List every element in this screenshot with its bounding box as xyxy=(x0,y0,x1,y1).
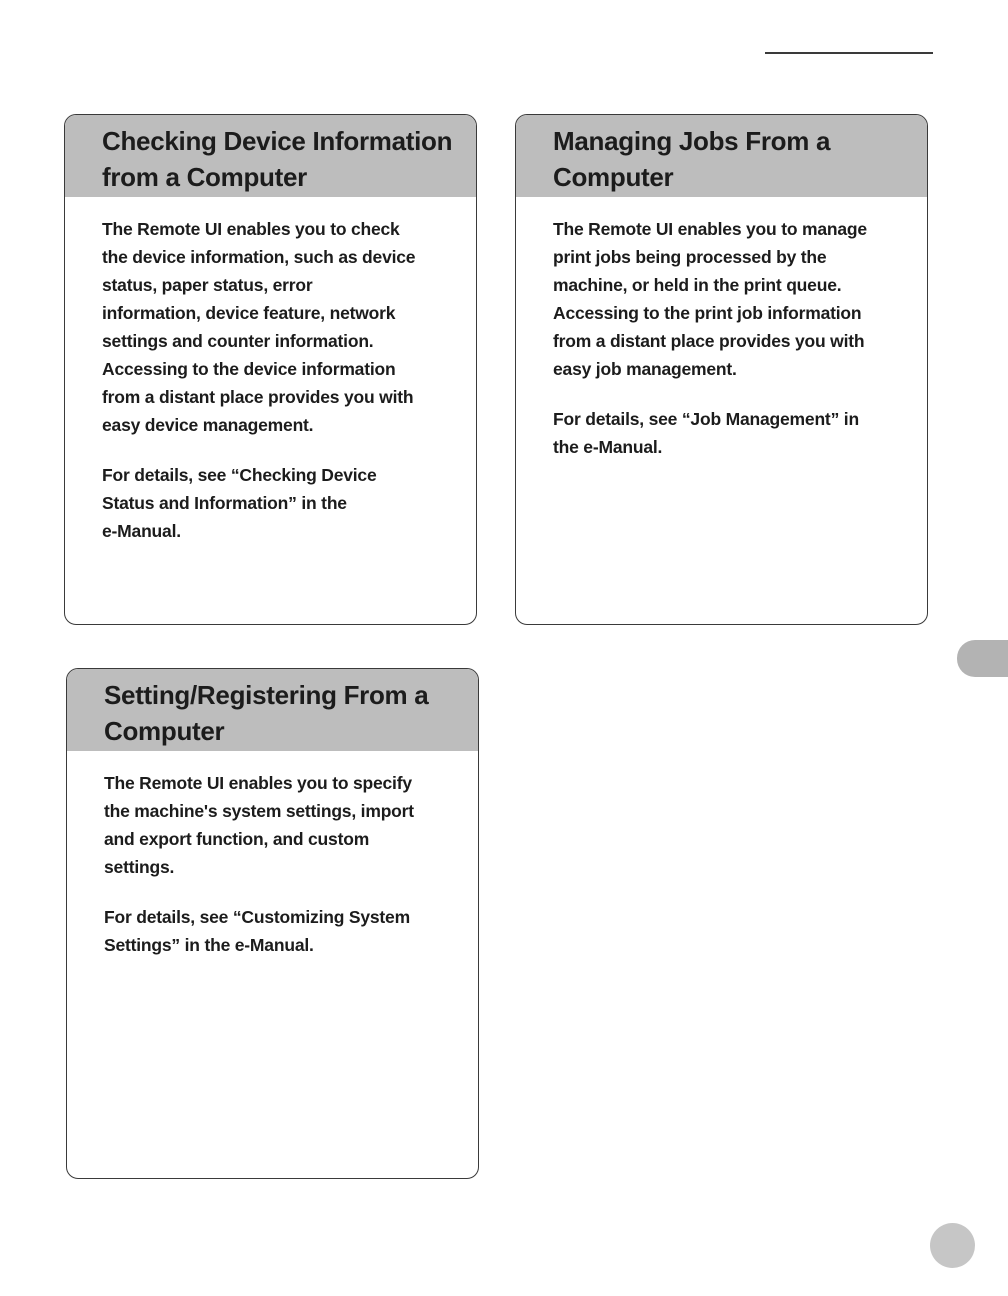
text-line: the device information, such as device xyxy=(102,247,416,267)
card-details-reference xyxy=(104,903,448,959)
text-line: For details, see “Job Management” in xyxy=(553,409,859,429)
text-line: the e-Manual. xyxy=(553,437,663,457)
card-description xyxy=(104,769,448,881)
text-line: information, device feature, network xyxy=(102,303,396,323)
card-body xyxy=(65,197,476,545)
text-line: settings. xyxy=(104,857,175,877)
text-line: The Remote UI enables you to check xyxy=(102,219,400,239)
text-line: and export function, and custom xyxy=(104,829,370,849)
card-description xyxy=(102,215,446,439)
text-line: For details, see “Customizing System xyxy=(104,907,410,927)
card-title-line: Computer xyxy=(553,162,674,192)
text-line: the machine's system settings, import xyxy=(104,801,414,821)
text-line: easy job management. xyxy=(553,359,737,379)
text-line: The Remote UI enables you to specify xyxy=(104,773,412,793)
card-details-reference xyxy=(553,405,897,461)
card-body xyxy=(67,751,478,959)
text-line: status, paper status, error xyxy=(102,275,313,295)
card-title-line: Checking Device Information xyxy=(102,126,453,156)
text-line: For details, see “Checking Device xyxy=(102,465,377,485)
text-line: settings and counter information. xyxy=(102,331,374,351)
text-line: machine, or held in the print queue. xyxy=(553,275,842,295)
card-title-line: Computer xyxy=(104,716,225,746)
card-header xyxy=(65,115,476,197)
text-line: Accessing to the print job information xyxy=(553,303,862,323)
text-line: easy device management. xyxy=(102,415,314,435)
card-title xyxy=(104,677,466,749)
text-line: The Remote UI enables you to manage xyxy=(553,219,867,239)
text-line: from a distant place provides you with xyxy=(102,387,414,407)
text-line: Status and Information” in the xyxy=(102,493,347,513)
card-title-line: Setting/Registering From a xyxy=(104,680,429,710)
card-details-reference xyxy=(102,461,446,545)
text-line: print jobs being processed by the xyxy=(553,247,827,267)
text-line: from a distant place provides you with xyxy=(553,331,865,351)
chapter-tab xyxy=(957,640,1008,677)
card-title xyxy=(553,123,915,195)
card-setting-registering xyxy=(66,668,479,1179)
card-checking-device-info xyxy=(64,114,477,625)
card-header xyxy=(67,669,478,751)
text-line: Accessing to the device information xyxy=(102,359,396,379)
card-header xyxy=(516,115,927,197)
card-description xyxy=(553,215,897,383)
page-number-marker xyxy=(930,1223,975,1268)
text-line: e-Manual. xyxy=(102,521,181,541)
card-title-line: from a Computer xyxy=(102,162,307,192)
card-title xyxy=(102,123,464,195)
text-line: Settings” in the e-Manual. xyxy=(104,935,314,955)
header-rule xyxy=(765,52,933,54)
card-title-line: Managing Jobs From a xyxy=(553,126,831,156)
card-body xyxy=(516,197,927,461)
card-managing-jobs xyxy=(515,114,928,625)
